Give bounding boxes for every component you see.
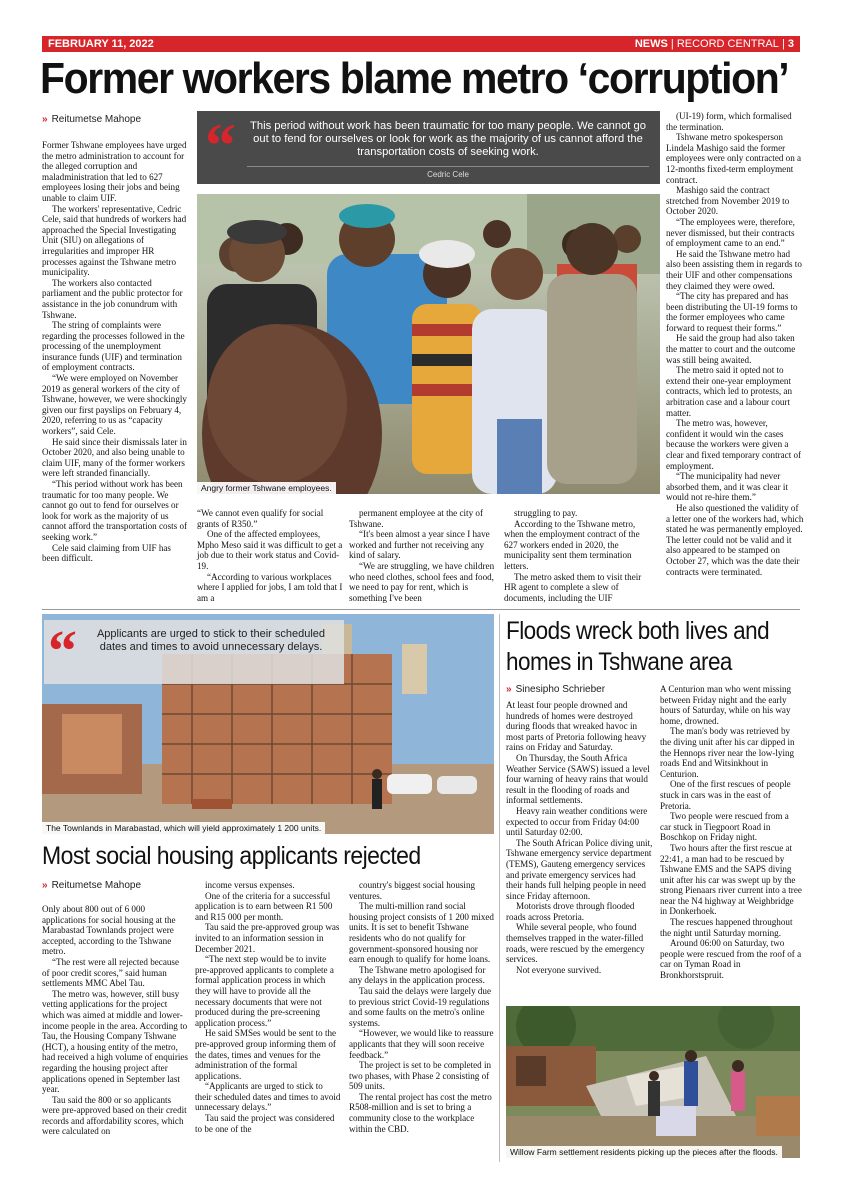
paragraph: The metro said it opted not to extend their one-year employment contracts, which led to protests, an arbitration case and a labour court matter. xyxy=(666,365,793,418)
paragraph: He also questioned the validity of a letter one of the workers had, which stated he was permanently employed. The letter could not be valid and it also appeared to be stamped on October 27, which was the date their contracts were terminated. xyxy=(666,502,804,577)
paragraph: The workers' representative, Cedric Cele, said that hundreds of workers had approached the Special Investigating Unit (SIU) on allegations of irregularities and improper HR processes against the Tshwane metro municipality. xyxy=(42,203,187,278)
lead-photo-caption: Angry former Tshwane employees. xyxy=(197,482,336,494)
floods-column-1 xyxy=(506,700,654,975)
paragraph: He said SMSes would be sent to the pre-approved group informing them of the dates, times and venues for the administration of the formal applications. xyxy=(195,1028,337,1081)
housing-column-1 xyxy=(42,904,188,1137)
floods-column-2 xyxy=(660,684,802,981)
lead-headline: Former workers blame metro ‘corruption’ xyxy=(40,54,789,103)
paragraph: At least four people drowned and hundreds of homes were destroyed during floods that wreaked havoc in most parts of Pretoria following heavy rains on Friday and Saturday. xyxy=(506,700,647,753)
column-divider xyxy=(499,614,500,1162)
paragraph: Former Tshwane employees have urged the metro administration to account for the alleged corruption and maladministration that led to 627 employees losing their jobs and being unable to claim UIF. xyxy=(42,140,187,203)
paragraph: Motorists drove through flooded roads across Pretoria. xyxy=(506,901,635,922)
publication-name: RECORD CENTRAL xyxy=(676,38,779,50)
byline-arrow-icon: » xyxy=(506,684,512,695)
housing-pull-quote-text: Applicants are urged to stick to their scheduled dates and times to avoid unnecessary delays. xyxy=(96,628,326,653)
paragraph: While several people, who found themselves trapped in the water-filled roads, were rescued by the emergency services. xyxy=(506,922,645,965)
housing-byline-name: Reitumetse Mahope xyxy=(51,880,142,891)
lead-column-5 xyxy=(666,111,804,577)
paragraph: Tau said the delays were largely due to previous strict Covid-19 regulations and some faults on the metro's online systems. xyxy=(349,985,492,1028)
paragraph: The Tshwane metro apologised for any delays in the application process. xyxy=(349,964,486,986)
floods-byline xyxy=(506,684,605,695)
floods-photo-caption: Willow Farm settlement residents picking up the pieces after the floods. xyxy=(506,1146,782,1158)
section-divider xyxy=(42,609,800,610)
paragraph: On Thursday, the South Africa Weather Service (SAWS) issued a level four warning of heavy rains that would result in the flooding of roads and informal settlements. xyxy=(506,752,650,806)
paragraph: Cele said claiming from UIF has been difficult. xyxy=(42,542,171,564)
quote-mark-icon: “ xyxy=(205,112,236,180)
section-name: NEWS xyxy=(634,38,668,50)
housing-byline xyxy=(42,880,141,891)
paragraph: One of the criteria for a successful application is to earn between R1 500 and R15 000 per month. xyxy=(195,890,333,922)
paragraph: One of the first rescues of people stuck in cars was in the east of Pretoria. xyxy=(660,779,791,811)
issue-date: FEBRUARY 11, 2022 xyxy=(48,38,154,50)
lead-byline-name: Reitumetse Mahope xyxy=(51,114,142,125)
quote-mark-icon: “ xyxy=(48,618,77,683)
byline-arrow-icon: » xyxy=(42,880,48,891)
lead-photo xyxy=(197,194,660,494)
paragraph: struggling to pay. xyxy=(514,508,578,518)
paragraph: The multi-million rand social housing project consists of 1 200 mixed units. It is set to benefit Tshwane residents who do not qualify for government-sponsored housing nor earn enough to qualify for home loans. xyxy=(349,901,494,965)
paragraph: (UI-19) form, which formalised the termination. xyxy=(666,111,792,132)
paragraph: One of the affected employees, Mpho Meso said it was difficult to get a job due to their work status and Covid-19. xyxy=(197,529,343,571)
lead-column-1 xyxy=(42,140,190,564)
paragraph: According to the Tshwane metro, when the employment contract of the 627 workers ended in 2020, the municipality sent them termination letters. xyxy=(504,518,640,571)
paragraph: “The next step would be to invite pre-approved applicants to complete a formal application process in which they will have to provide all the necessary documents that were not produced during the pre-screening application process.” xyxy=(195,954,334,1028)
housing-pull-quote xyxy=(44,620,344,684)
paragraph: The metro was, however, still busy vetting applications for the project which was aimed at middle and lower-income people in the area. According to Tau, the Housing Company Tshwane (HCT), a housing entity of the metro, had received a high volume of enquiries regarding the housing project after applications opened in September last year. xyxy=(42,988,188,1095)
paragraph: He said since their dismissals later in October 2020, and also being unable to claim UIF, many of the former workers were left stranded financially. xyxy=(42,436,187,479)
housing-column-3 xyxy=(349,880,495,1134)
housing-photo xyxy=(42,614,494,834)
paragraph: The workers also contacted parliament and the public protector for assistance in the job conundrum with Tshwane. xyxy=(42,277,183,320)
paragraph: “According to various workplaces where I applied for jobs, I am told that I am a xyxy=(197,571,343,603)
paragraph: Tau said the project was considered to be one of the xyxy=(195,1113,335,1134)
paragraph: “The municipality had never absorbed them, and it was clear it would not re-hire them.” xyxy=(666,471,788,503)
paragraph: income versus expenses. xyxy=(205,880,295,890)
paragraph: A Centurion man who went missing between Friday night and the early hours of Saturday, while on his way home, drowned. xyxy=(660,684,792,726)
paragraph: The metro was, however, confident it would win the cases because the workers were given a clear and fixed temporary contract of employment. xyxy=(666,418,802,471)
paragraph: Around 06:00 on Saturday, two people were rescued from the roof of a car on Tyman Road in Bronkhorstspruit. xyxy=(660,938,802,981)
paragraph: “It's been almost a year since I have worked and further not receiving any kind of salary. xyxy=(349,529,490,561)
paragraph: Not everyone survived. xyxy=(516,964,602,975)
paragraph: The metro asked them to visit their HR agent to complete a slew of documents, including the UIF xyxy=(504,571,642,603)
paragraph: The rental project has cost the metro R508-million and is set to bring a community close to the workplace within the CBD. xyxy=(349,1091,492,1134)
lead-quote-box xyxy=(197,111,660,184)
paragraph: “We were employed on November 2019 as general workers of the city of Tshwane, however, we were shockingly given our first payslips on February 4, 2020, referring to us as “capacity workers”, said Cele. xyxy=(42,373,187,437)
paragraph: “This period without work has been traumatic for too many people. We cannot go out to fend for ourselves or look for work as the majority of us cannot afford the transportation costs of seeking work.” xyxy=(42,479,188,542)
paragraph: “We are struggling, we have children who need clothes, school fees and food, we need to pay for rent, which is something I've been xyxy=(349,560,495,603)
paragraph: “We cannot even qualify for social grants of R350.” xyxy=(197,508,324,529)
paragraph: The rescues happened throughout the night until Saturday morning. xyxy=(660,917,793,938)
lead-column-4 xyxy=(504,508,654,603)
paragraph: He said the Tshwane metro had also been assisting them in regards to their UIF and other compensations they claimed they were owed. xyxy=(666,248,802,291)
paragraph: Two people were rescued from a car stuck in Tiegpoort Road in Boschkop on Friday night. xyxy=(660,811,789,843)
lead-quote-text: This period without work has been traumatic for too many people. We cannot go out to fend for ourselves or look for work as the majority of us cannot afford the transportation costs of seeking work. xyxy=(250,120,646,158)
housing-headline: Most social housing applicants rejected xyxy=(42,842,421,870)
paragraph: Tau said the 800 or so applicants were pre-approved based on their credit records and affordability scores, which were calculated on xyxy=(42,1094,187,1137)
paragraph: The South African Police diving unit, Tshwane emergency service department (TEMS), Gauteng emergency services and private emergency services had their hands full helping people in need since Friday afternoon. xyxy=(506,837,653,901)
lead-column-3 xyxy=(349,508,499,603)
page-header-bar xyxy=(42,36,800,52)
lead-byline xyxy=(42,114,141,125)
paragraph: “Applicants are urged to stick to their scheduled dates and times to avoid unnecessary delays.” xyxy=(195,1081,341,1113)
flood-damage-image xyxy=(506,1006,800,1158)
paragraph: The project is set to be completed in two phases, with Phase 2 consisting of 509 units. xyxy=(349,1060,492,1092)
section-label: NEWS | RECORD CENTRAL | 3 xyxy=(634,38,794,50)
page-number: 3 xyxy=(787,38,794,50)
paragraph: country's biggest social housing ventures. xyxy=(349,880,476,901)
paragraph: Heavy rain weather conditions were expected to occur from Friday 04:00 until Saturday 02:00. xyxy=(506,805,648,838)
paragraph: Tshwane metro spokesperson Lindela Mashigo said the former employees were only contracted on a 12-months fixed-term employment contract. xyxy=(666,132,802,185)
paragraph: “The city has prepared and has been distributing the UI-19 forms to the former employees who came forward to request their forms.” xyxy=(666,291,798,333)
paragraph: “However, we would like to reassure applicants that they will soon receive feedback.” xyxy=(349,1028,494,1060)
paragraph: Two hours after the first rescue at 22:41, a man had to be rescued by Tshwane EMS and the SAPS diving unit after his car was swept up by the strong Pienaars river current into a tree near the N4 highway at Weighbridge in Donkerhoek. xyxy=(660,842,802,917)
paragraph: “The employees were, therefore, never dismissed, but their contracts of employment came to an end.” xyxy=(666,216,795,249)
paragraph: Only about 800 out of 6 000 applications for social housing at the Marabastad Townlands project were accepted, according to the Tshwane metro. xyxy=(42,904,176,957)
paragraph: He said the group had also taken the matter to court and the outcome was still being awaited. xyxy=(666,333,796,365)
floods-headline-line-1: Floods wreck both lives and xyxy=(506,617,770,645)
housing-column-2 xyxy=(195,880,341,1134)
floods-headline-line-2: homes in Tshwane area xyxy=(506,648,732,676)
floods-byline-name: Sinesipho Schrieber xyxy=(515,684,606,695)
lead-column-2 xyxy=(197,508,343,603)
paragraph: The man's body was retrieved by the diving unit after his car dipped in the Hennops river near the low-lying roads End and Witsinkhout in Centurion. xyxy=(660,726,795,779)
paragraph: Mashigo said the contract stretched from November 2019 to October 2020. xyxy=(666,185,790,217)
housing-photo-caption: The Townlands in Marabastad, which will yield approximately 1 200 units. xyxy=(42,822,325,834)
protest-crowd-image xyxy=(197,194,660,494)
byline-arrow-icon: » xyxy=(42,114,48,125)
paragraph: The string of complaints were regarding the processes followed in the processing of the unemployment insurance funds (UIF) and termination of employment contracts. xyxy=(42,320,185,373)
floods-photo xyxy=(506,1006,800,1158)
paragraph: Tau said the pre-approved group was invited to an information session in December 2021. xyxy=(195,922,340,954)
paragraph: “The rest were all rejected because of poor credit scores,” said human settlements MMC Abel Tau. xyxy=(42,956,179,989)
paragraph: permanent employee at the city of Tshwane. xyxy=(349,508,483,529)
lead-quote-attribution: Cedric Cele xyxy=(247,166,649,179)
